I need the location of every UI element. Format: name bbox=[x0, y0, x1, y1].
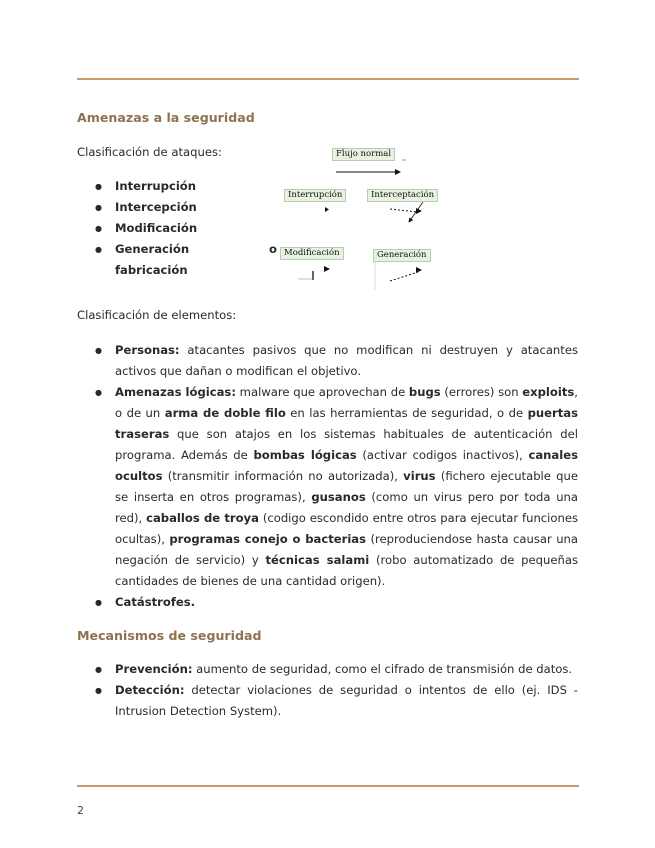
attacks-list bbox=[77, 176, 277, 281]
interruption-label: Interrupción bbox=[284, 189, 346, 202]
mechanisms-list bbox=[77, 659, 578, 722]
logical-text: (robo automatizado de pequeñas cantidades de bienes de una cantidad origen). bbox=[115, 553, 578, 588]
interception-branch bbox=[409, 202, 423, 222]
interception-label: Interceptación bbox=[367, 189, 438, 202]
attacks-intro: Clasificación de ataques: bbox=[77, 145, 222, 159]
prevencion-text: aumento de seguridad, como el cifrado de transmisión de datos. bbox=[192, 662, 573, 676]
deteccion-text: detectar violaciones de seguridad o intentos de ello (ej. IDS - Intrusion Detection System). bbox=[115, 683, 578, 718]
list-item bbox=[77, 340, 578, 382]
list-item bbox=[77, 592, 578, 613]
personas-term: Personas: bbox=[115, 343, 180, 357]
section-heading-mechanisms: Mecanismos de seguridad bbox=[77, 628, 262, 643]
generation-arrow bbox=[390, 272, 418, 281]
page-number: 2 bbox=[77, 804, 84, 817]
footer-rule bbox=[77, 785, 579, 787]
generation-label: Generación bbox=[373, 249, 431, 262]
salami-term: técnicas salami bbox=[265, 553, 370, 567]
caballos-term: caballos de troya bbox=[146, 511, 259, 525]
logical-text: (transmitir información no autorizada), bbox=[162, 469, 404, 483]
logical-text: que son atajos en los sistemas habituales de autenticación del programa. Además de bbox=[115, 427, 578, 462]
diagram-arrows bbox=[278, 146, 448, 292]
logical-text: (errores) son bbox=[440, 385, 523, 399]
logical-text: (fichero ejecutable que se inserta en otros programas), bbox=[115, 469, 578, 504]
logical-text: malware que aprovechan de bbox=[235, 385, 409, 399]
logical-text: en las herramientas de seguridad, o de bbox=[285, 406, 528, 420]
elements-list bbox=[77, 340, 578, 613]
logical-text: (activar codigos inactivos), bbox=[356, 448, 529, 462]
catastrofes-term: Catástrofes. bbox=[115, 595, 196, 609]
list-item bbox=[77, 659, 578, 680]
interception-arrow bbox=[390, 209, 418, 212]
personas-text: atacantes pasivos que no modifican ni destruyen y atacantes activos que dañan o modifican el objetivo. bbox=[115, 343, 578, 378]
flow-normal-label: Flujo normal bbox=[332, 148, 395, 161]
logical-term: Amenazas lógicas: bbox=[115, 385, 236, 399]
list-item bbox=[77, 382, 578, 592]
logical-text: (codigo escondido entre otros para ejecutar funciones ocultas), bbox=[115, 511, 579, 546]
logical-text: , o de un bbox=[115, 385, 578, 420]
list-item: ● Intercepción bbox=[77, 197, 277, 218]
generation-arrowhead bbox=[416, 267, 422, 273]
elements-intro: Clasificación de elementos: bbox=[77, 308, 237, 322]
attack-types-diagram bbox=[278, 146, 448, 292]
exploits-term: exploits bbox=[522, 385, 575, 399]
header-rule bbox=[77, 78, 579, 80]
prevencion-term: Prevención: bbox=[115, 662, 193, 676]
bombas-term: bombas lógicas bbox=[253, 448, 357, 462]
list-item bbox=[77, 680, 578, 722]
modification-arrowhead bbox=[324, 266, 330, 272]
modification-label: Modificación bbox=[280, 247, 344, 260]
conejo-term: programas conejo o bacterias bbox=[169, 532, 367, 546]
list-item: ● Interrupción bbox=[77, 176, 277, 197]
logical-text: (reproduciendose hasta causar una negación de servicio) y bbox=[115, 532, 578, 567]
arma-term: arma de doble filo bbox=[164, 406, 286, 420]
gusanos-term: gusanos bbox=[311, 490, 366, 504]
bugs-term: bugs bbox=[408, 385, 441, 399]
logical-text: (como un virus pero por toda una red), bbox=[115, 490, 578, 525]
interruption-arrowhead bbox=[325, 207, 329, 212]
deteccion-term: Detección: bbox=[115, 683, 185, 697]
section-heading-threats: Amenazas a la seguridad bbox=[77, 110, 255, 125]
canales-term: canales ocultos bbox=[115, 448, 578, 483]
list-item: ● Generación o fabricación bbox=[77, 239, 277, 281]
puertas-term: puertas traseras bbox=[115, 406, 579, 441]
list-item: ● Modificación bbox=[77, 218, 277, 239]
virus-term: virus bbox=[403, 469, 436, 483]
